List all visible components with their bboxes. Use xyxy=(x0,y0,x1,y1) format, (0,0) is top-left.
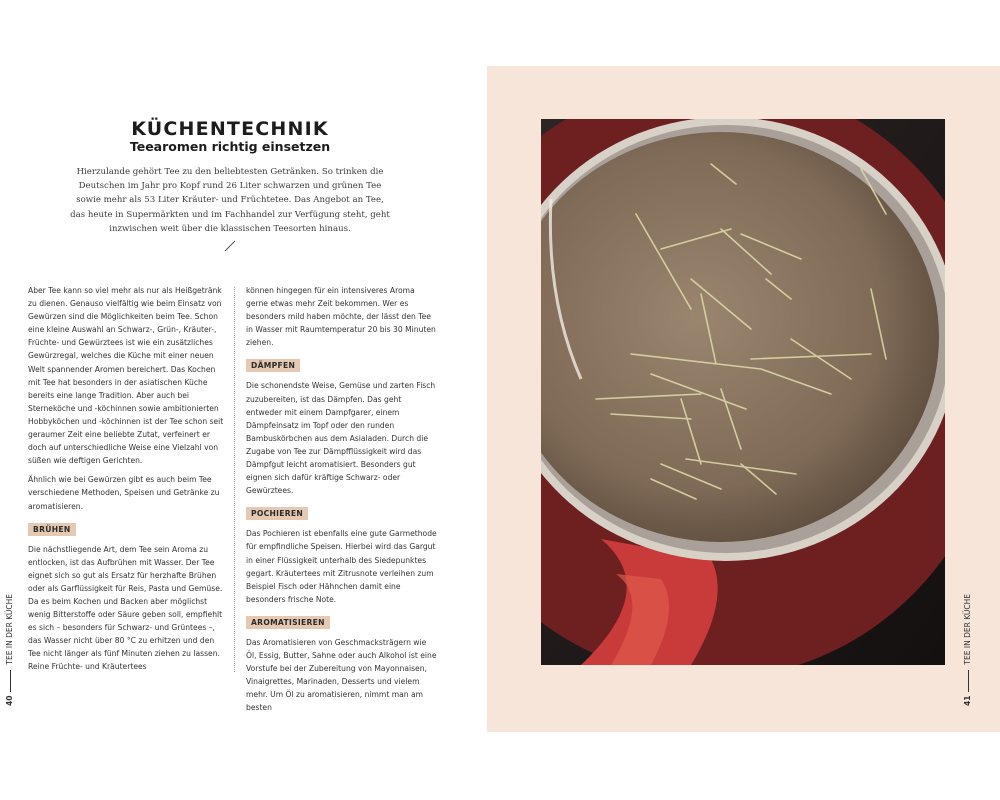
section-label-aromatisieren: AROMATISIEREN xyxy=(246,616,330,629)
page-subtitle: Teearomen richtig einsetzen xyxy=(129,139,331,154)
body-paragraph: Ähnlich wie bei Gewürzen gibt es auch beim Tee verschiedene Methoden, Speisen und Getränke zu aromatisieren. xyxy=(28,475,220,511)
folio-rule xyxy=(968,670,969,692)
body-paragraph: Aber Tee kann so viel mehr als nur als Heißgetränk zu dienen. Genauso vielfältig wie beim Einsatz von Gewürzen sind die Möglichkeiten beim Tee. Schon eine kleine Auswahl an Schwarz-, Grün-, Kräuter-, Früchte- und Gewürztees ist wie ein zusätzliches Gewürzregal, welches die Küche mit einer neuen Welt spannender Aromen bereichert. Das Kochen mit Tee hat besonders in der asiatischen Küche bereits eine lange Tradition. Aber auch bei Sterneköche und -köchinnen sowie ambitionierten Hobbyköchen und -köchinnen ist der Tee schon seit geraumer Zeit eine beliebte Zutat, verfeinert er doch auf unterschiedliche Weise eine Vielzahl von süßen wie deftigen Gerichten. xyxy=(28,286,224,466)
text-column-left xyxy=(28,284,224,680)
page-number-right: 41 xyxy=(963,695,972,706)
folio-left xyxy=(5,594,14,706)
tea-broth-pot-photo xyxy=(541,119,945,665)
intro-paragraph: Hierzulande gehört Tee zu den beliebtesten Getränken. So trinken die Deutschen im Jahr pro Kopf rund 26 Liter schwarzen und grünen Tee sowie mehr als 53 Liter Kräuter- und Früchtetee. Das Angebot an Tee, das heute in Supermärkten und im Fachhandel zur Verfügung steht, geht inzwischen weit über die klassischen Teesorten hinaus. xyxy=(70,167,390,234)
body-paragraph: Die nächstliegende Art, dem Tee sein Aroma zu entlocken, ist das Aufbrühen mit Wasser. Der Tee eignet sich so gut als Ersatz für herzhafte Brühen oder als Garflüssigkeit für Reis, Pasta und Gemüse. Da es beim Kochen und Backen aber möglichst wenig Bitterstoffe oder Säure geben soll, empfiehlt es sich – besonders für Schwarz- und Grüntees –, das Wasser nicht über 80 °C zu erhitzen und den Tee nicht länger als fünf Minuten ziehen zu lassen. Reine Früchte- und Kräutertees xyxy=(28,544,223,672)
body-paragraph: können hingegen für ein intensiveres Aroma gerne etwas mehr Zeit bekommen. Wer es besonders mild haben möchte, der lässt den Tee in Wasser mit Raumtemperatur 20 bis 30 Minuten ziehen. xyxy=(246,286,436,348)
running-head-right: TEE IN DER KÜCHE xyxy=(963,593,972,665)
body-paragraph: Das Pochieren ist ebenfalls eine gute Garmethode für empfindliche Speisen. Hierbei wird das Gargut in einer Flüssigkeit unterhalb des Siedepunktes gegart. Kräutertees mit Zitrusnote verleihen zum Beispiel Fisch oder Hähnchen damit eine besonders frische Note. xyxy=(246,529,437,604)
body-paragraph: Das Aromatisieren von Geschmacksträgern wie Öl, Essig, Butter, Sahne oder auch Alkohol ist eine Vorstufe bei der Zubereitung von Mayonnaisen, Vinaigrettes, Marinaden, Desserts und vielem mehr. Um Öl zu aromatisieren, nimmt man am besten xyxy=(246,637,437,713)
page-title: KÜCHENTECHNIK xyxy=(131,118,329,140)
running-head-left: TEE IN DER KÜCHE xyxy=(5,593,14,665)
body-paragraph: Die schonendste Weise, Gemüse und zarten Fisch zuzubereiten, ist das Dämpfen. Das geht entweder mit einem Dampfgarer, einem Dämpfeinsatz im Topf oder den runden Bambuskörbchen aus dem Asialaden. Durch die Zugabe von Tee zur Dämpfflüssigkeit wird das Dämpfgut leicht aromatisiert. Besonders gut eignen sich dafür kräftige Schwarz- oder Gewürztees. xyxy=(246,381,436,496)
section-label-bruehen: BRÜHEN xyxy=(28,523,76,536)
section-label-daempfen: DÄMPFEN xyxy=(246,359,300,372)
folio-rule xyxy=(10,670,11,692)
folio-right xyxy=(963,594,972,706)
slash-icon xyxy=(224,240,236,252)
section-label-pochieren: POCHIEREN xyxy=(246,507,308,520)
text-column-right xyxy=(246,284,438,720)
column-divider xyxy=(234,287,235,672)
page-number-left: 40 xyxy=(5,695,14,706)
